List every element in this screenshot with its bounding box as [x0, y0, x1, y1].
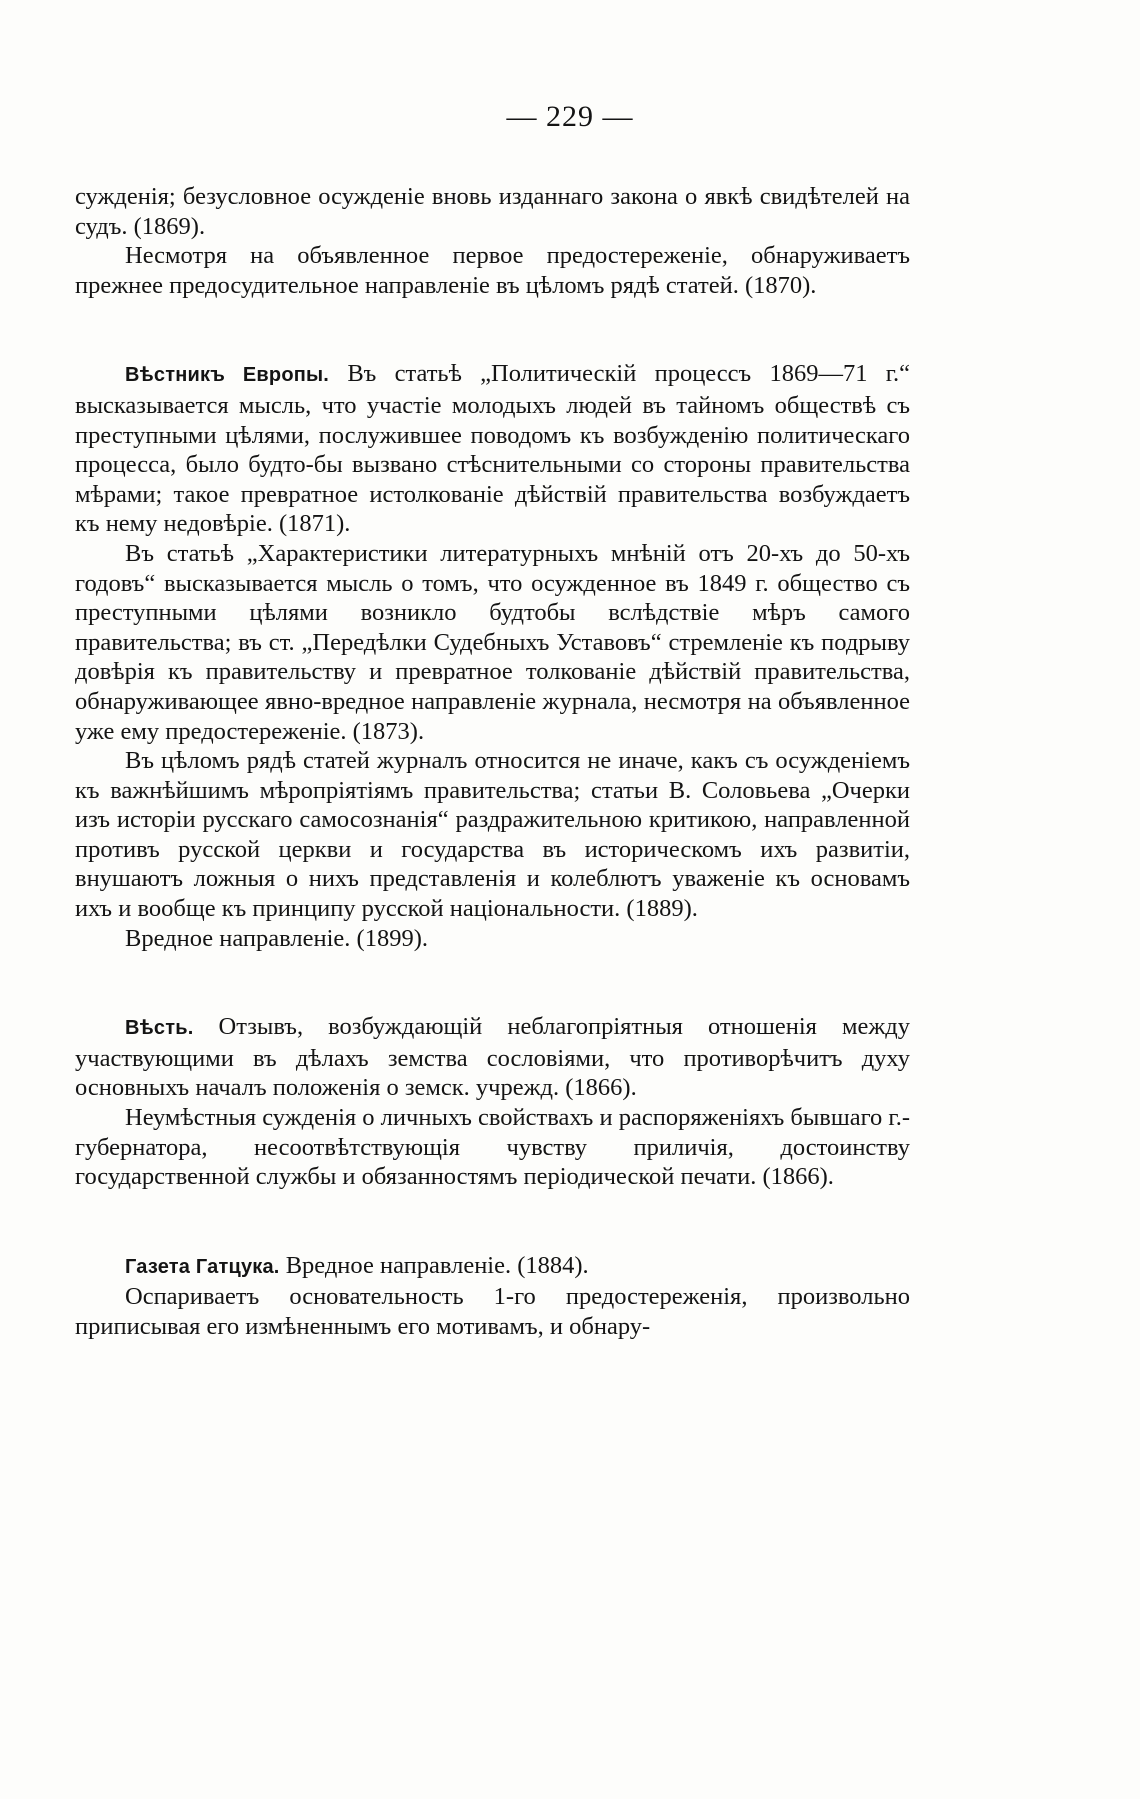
paragraph: сужденія; безусловное осужденіе вновь изданнаго закона о явкѣ свидѣтелей на судъ. (1869). — [75, 183, 910, 240]
paragraph — [75, 359, 910, 539]
paragraph: Несмотря на объявленное первое предостереженіе, обнаруживаетъ прежнее предосудительное направленіе въ цѣломъ рядѣ статей. (1870). — [75, 242, 910, 299]
paragraph-text: Вредное направленіе. (1884). — [285, 1251, 589, 1279]
section-gap — [75, 953, 910, 1012]
paragraph-text: Въ статьѣ „Политическій процессъ 1869—71 г.“ высказывается мысль, что участіе молодыхъ людей въ тайномъ обществѣ съ преступными цѣлями, послужившее поводомъ къ возбужденію политическаго процесса, было будто-бы вызвано стѣснительными со стороны правительства мѣрами; такое превратное истолкованіе дѣйствій правительства возбуждаетъ къ нему недовѣріе. (1871). — [75, 360, 911, 538]
entry-vestnik-evropy — [75, 359, 910, 953]
section-gap — [75, 1192, 910, 1251]
paragraph — [75, 1012, 910, 1103]
paragraph: Въ статьѣ „Характеристики литературныхъ мнѣній отъ 20-хъ до 50-хъ годовъ“ высказывается мысль о томъ, что осужденное въ 1849 г. общество съ преступными цѣлями возникло будтобы вслѣдствіе мѣръ самого правительства; въ ст. „Передѣлки Судебныхъ Уставовъ“ стремленіе къ подрыву довѣрія къ правительству и превратное толкованіе дѣйствій правительства, обнаруживающее явно-вредное направленіе журнала, несмотря на объявленное уже ему предостереженіе. (1873). — [75, 539, 910, 745]
continuation-section — [75, 182, 910, 300]
section-gap — [75, 300, 910, 359]
entry-gazeta-gattsuka — [75, 1251, 910, 1342]
paragraph: Вредное направленіе. (1899). — [125, 924, 428, 952]
paragraph: Неумѣстныя сужденія о личныхъ свойствахъ и распоряженіяхъ бывшаго г.-губернатора, несоотвѣтствующія чувству приличія, достоинству государственной службы и обязанностямъ періодической печати. (1866). — [75, 1104, 910, 1191]
page-number: — 229 — — [506, 100, 634, 133]
entry-heading: Вѣстникъ Европы. — [125, 364, 330, 387]
paragraph-text: Отзывъ, возбуждающій неблагопріятныя отношенія между участвующими въ дѣлахъ земства сословіями, что противорѣчитъ духу основныхъ началъ положенія о земск. учрежд. (1866). — [75, 1013, 910, 1102]
paragraph: Оспариваетъ основательность 1-го предостереженія, произвольно приписывая его измѣненнымъ его мотивамъ, и обнару- — [75, 1283, 910, 1340]
entry-heading: Вѣсть. — [125, 1017, 194, 1040]
entry-vest — [75, 1012, 910, 1192]
paragraph — [75, 1251, 910, 1283]
paragraph: Въ цѣломъ рядѣ статей журналъ относится не иначе, какъ съ осужденіемъ къ важнѣйшимъ мѣропріятіямъ правительства; статьи В. Соловьева „Очерки изъ исторіи русскаго самосознанія“ раздражительною критикою, направленной противъ русской церкви и государства въ историческомъ ихъ развитіи, внушаютъ ложныя о нихъ представленія и колеблютъ уваженіе къ основамъ ихъ и вообще къ принципу русской національности. (1889). — [75, 747, 910, 923]
text-column — [75, 182, 910, 1342]
entry-heading: Газета Гатцука. — [125, 1255, 280, 1278]
